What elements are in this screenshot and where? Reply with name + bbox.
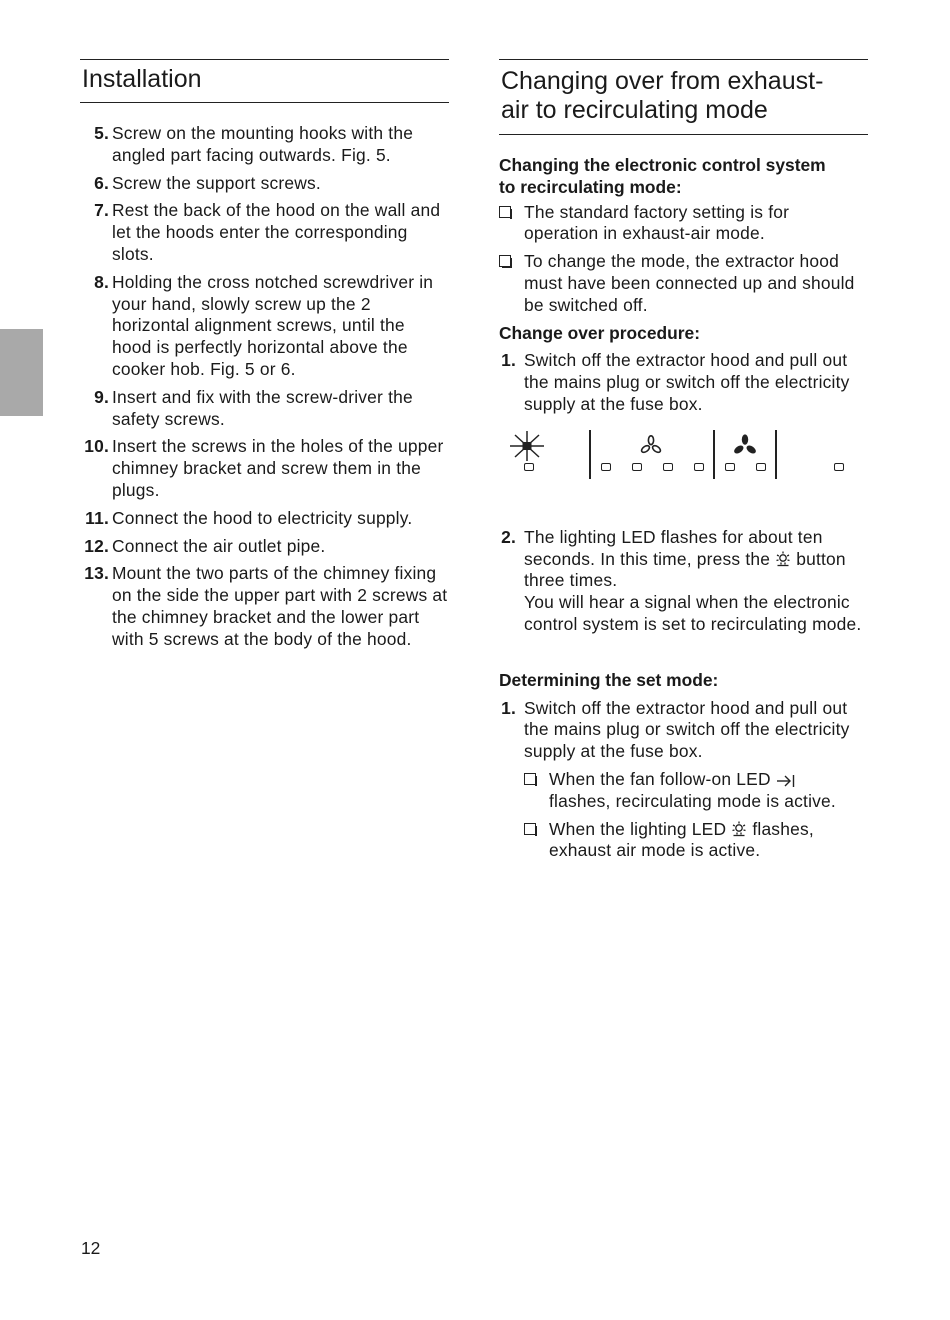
installation-step: 7. Rest the back of the hood on the wall and let the hoods enter the corresponding slots. [94,200,441,264]
checkbox-bullet-icon [524,823,537,836]
fan-high-icon [733,434,757,456]
procedure-steps [499,350,868,415]
installation-steps [80,123,449,651]
installation-title: Installation [80,59,449,103]
led-fan-4 [694,463,704,471]
change-procedure-subhead: Change over procedure: [499,322,701,343]
led-fan-6 [756,463,766,471]
panel-divider [713,430,715,479]
light-bulb-icon [731,821,747,838]
light-flash-icon [508,430,546,464]
installation-step: 12. Connect the air outlet pipe. [84,535,326,556]
installation-step: 5. Screw on the mounting hooks with the angled part facing outwards. Fig. 5. [94,123,414,165]
determining-step: 1. Switch off the extractor hood and pull out the mains plug or switch off the electricity supply at the fuse box. [501,697,850,762]
recirculating-title [499,59,868,135]
determining-mode-subhead: Determining the set mode: [499,669,719,690]
list-item: To change the mode, the extractor hood must have been connected up and should be switched off. [499,251,868,316]
installation-step: 6. Screw the support screws. [94,172,321,193]
checkbox-bullet-icon [499,255,512,268]
led-follow-on [834,463,844,471]
recirculating-title-line1: Changing over from exhaust- [501,67,824,95]
recirculating-section [499,59,868,868]
procedure-step: 2. The lighting LED flashes for about ten seconds. In this time, press the button three times. You will hear a signal when the electronic control system is set to recirculating mode. [501,526,862,634]
checkbox-bullet-icon [524,773,537,786]
side-tab-marker [0,329,43,416]
led-fan-5 [725,463,735,471]
determining-steps [499,698,868,763]
page-number: 12 [81,1238,101,1258]
light-bulb-icon [775,551,791,568]
panel-divider [589,430,591,479]
installation-step: 9. Insert and fix with the screw-driver the safety screws. [94,386,413,429]
installation-section [80,59,449,657]
installation-step: 13. Mount the two parts of the chimney fixing on the side the upper part with 2 screws at the chimney bracket and the lower part with 5 screws at the body of the hood. [84,563,448,649]
led-fan-3 [663,463,673,471]
electronic-control-subhead: Changing the electronic control system to recirculating mode: [499,155,826,197]
fan-low-icon [640,435,662,455]
installation-step: 10. Insert the screws in the holes of the upper chimney bracket and screw them in the plugs. [84,436,444,500]
led-light [524,463,534,471]
list-item: When the lighting LED flashes, exhaust air mode is active. [524,819,868,863]
checkbox-bullet-icon [499,206,512,219]
list-item: The standard factory setting is for operation in exhaust-air mode. [499,202,868,246]
procedure-step: 1. Switch off the extractor hood and pull out the mains plug or switch off the electricity supply at the fuse box. [501,350,850,414]
fan-follow-on-icon [776,774,796,788]
mode-indicator-bullets [524,769,868,862]
installation-step: 8. Holding the cross notched screwdriver in your hand, slowly screw up the 2 horizontal alignment screws, until the hood is perfectly horizontal above the cooker hob. Fig. 5 or 6. [94,271,434,379]
led-fan-1 [601,463,611,471]
procedure-steps-continued [499,527,868,636]
control-panel-diagram [499,430,868,492]
list-item: When the fan follow-on LED flashes, recirculating mode is active. [524,769,868,813]
factory-setting-bullets [499,202,868,317]
led-fan-2 [632,463,642,471]
panel-divider [775,430,777,479]
recirculating-title-line2: air to recirculating mode [501,96,768,124]
installation-step: 11. Connect the hood to electricity supply. [85,507,413,528]
